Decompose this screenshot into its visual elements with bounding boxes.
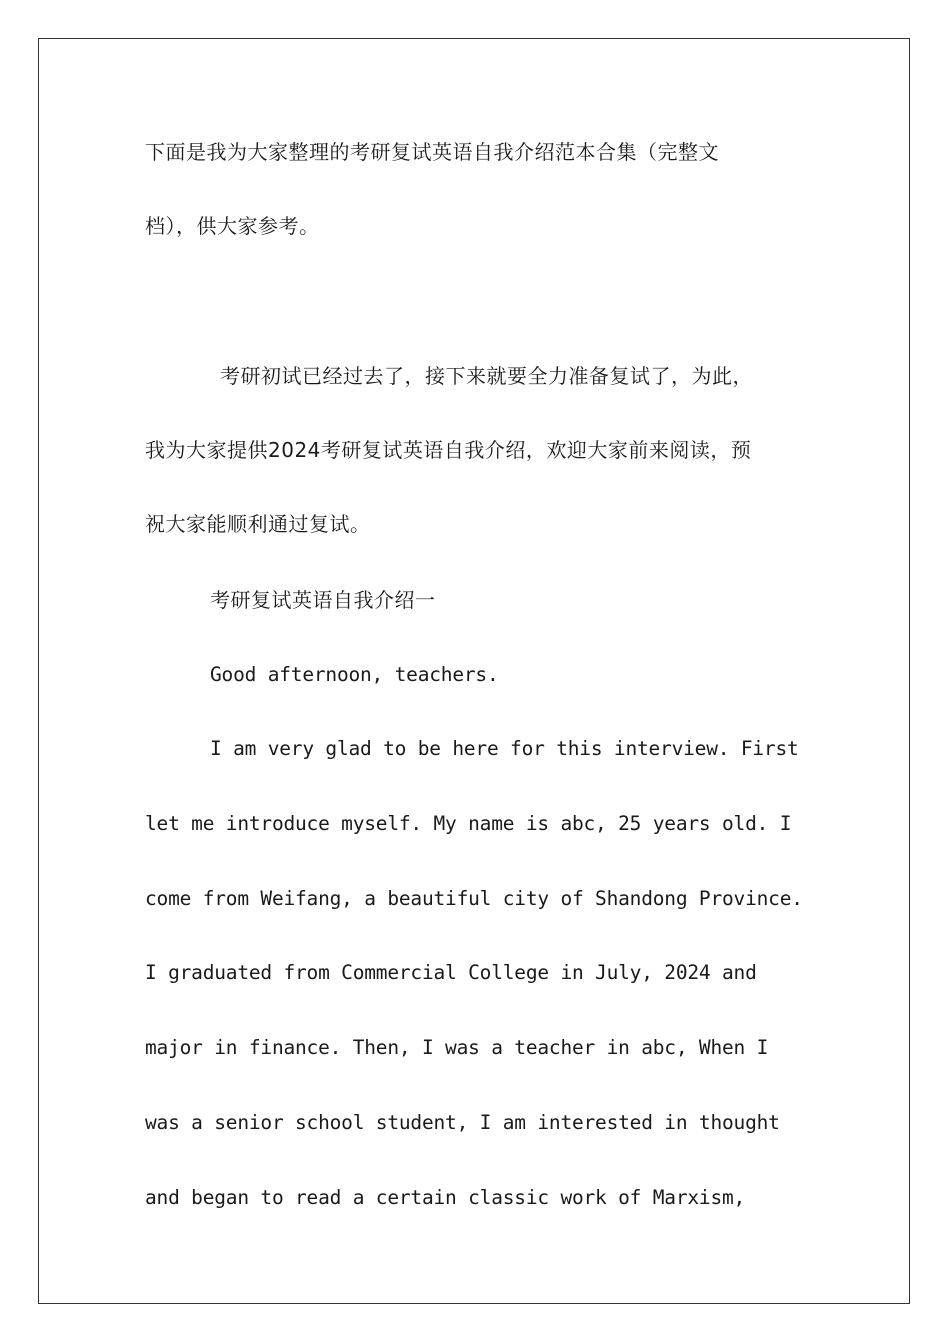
body-line: I am very glad to be here for this interview. First xyxy=(210,737,799,760)
preface-line-3: 祝大家能顺利通过复试。 xyxy=(145,512,371,536)
body-line: major in finance. Then, I was a teacher in abc, When I xyxy=(145,1036,769,1059)
section-heading: 考研复试英语自我介绍一 xyxy=(210,588,436,612)
preface-line-1: 考研初试已经过去了，接下来就要全力准备复试了，为此， xyxy=(220,364,753,388)
intro-line-2: 档），供大家参考。 xyxy=(145,214,320,238)
body-line: come from Weifang, a beautiful city of Shandong Province. xyxy=(145,887,803,910)
body-line: and began to read a certain classic work of Marxism, xyxy=(145,1186,746,1209)
greeting-line: Good afternoon, teachers. xyxy=(210,663,499,686)
body-line: let me introduce myself. My name is abc, 25 years old. I xyxy=(145,812,792,835)
body-line: I graduated from Commercial College in July, 2024 and xyxy=(145,961,757,984)
intro-line-1: 下面是我为大家整理的考研复试英语自我介绍范本合集（完整文 xyxy=(145,140,719,164)
body-line: was a senior school student, I am interested in thought xyxy=(145,1111,780,1134)
preface-line-2: 我为大家提供2024考研复试英语自我介绍，欢迎大家前来阅读，预 xyxy=(145,438,752,462)
